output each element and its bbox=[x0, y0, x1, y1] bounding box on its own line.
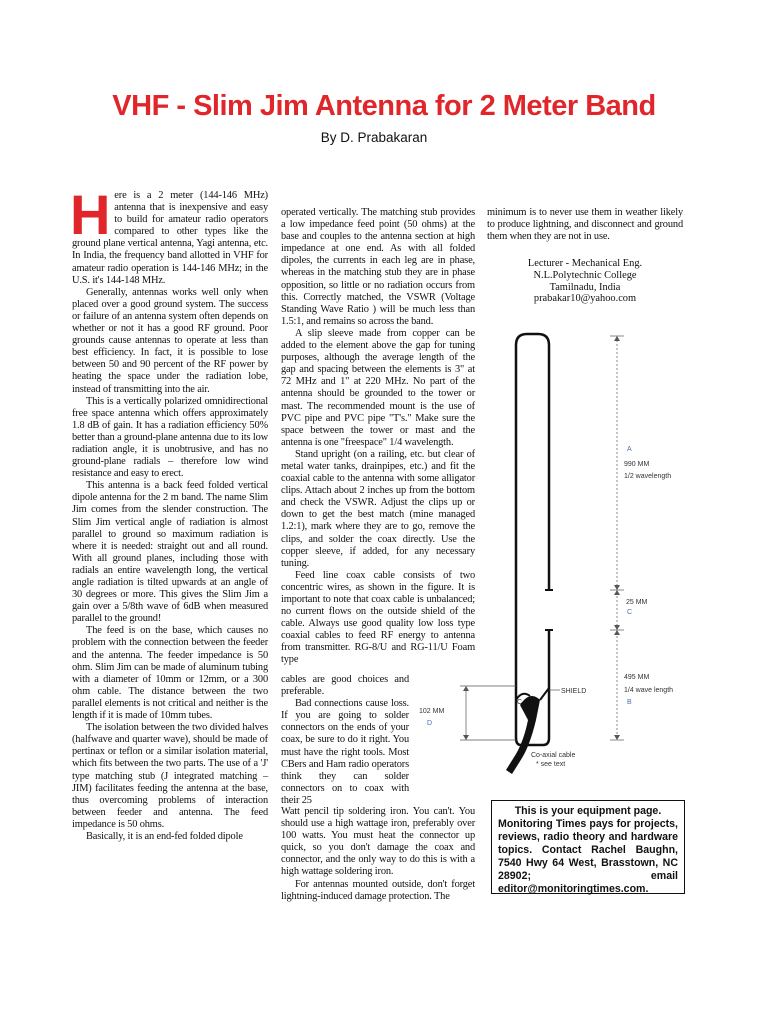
label-gap: C bbox=[627, 609, 633, 616]
label-b: B bbox=[627, 699, 632, 706]
paragraph: Watt pencil tip soldering iron. You can't. You should use a high wattage iron, preferably over 100 watts. You must heat the connector up quick, so you don't damage the coax and connector, and the only way to do this is with a high wattage soldering iron. bbox=[281, 806, 475, 878]
desc-b: 1/4 wave length bbox=[624, 687, 674, 694]
paragraph: This is a vertically polarized omnidirectional free space antenna which offers approximately 1.8 dB of gain. It has a radiation efficiency 50% better than a ground-plane antenna due to its low radiation angle, it is unobtrusive, and has no ground-plane radials – therefore low wind resistance and easy to erect. bbox=[72, 395, 268, 480]
author-college: N.L.Polytechnic College bbox=[533, 269, 637, 281]
shield-label: SHIELD bbox=[561, 688, 587, 695]
label-d: D bbox=[427, 720, 433, 727]
length-gap: 25 MM bbox=[626, 599, 648, 606]
paragraph: Generally, antennas works well only when placed over a good ground system. The success or failure of an antenna system often depends on whether or not it has a good RF ground. Poor grounds cause antennas to operate at less than best efficiency. In fact, it is possible to lose between 50 and 90 percent of the RF power by heating the space under the radiation lobe, instead of transmitting into the air. bbox=[72, 286, 268, 395]
coax-cable bbox=[506, 696, 540, 774]
author-title: Lecturer - Mechanical Eng. bbox=[527, 258, 643, 269]
paragraph: cables are good choices and preferable. bbox=[281, 674, 409, 698]
intro-paragraph: Here is a 2 meter (144-146 MHz) antenna that is inexpensive and easy to build for amateur radio operators compared to other types like the ground plane vertical antenna, Yagi antenna, etc. In India, the frequency band allotted in VHF for amateur radio operation is 144-146 MHz; in the U.S. it's 144-148 MHz. bbox=[70, 183, 268, 286]
paragraph: For antennas mounted outside, don't forget lightning-induced damage protection. The bbox=[281, 878, 475, 902]
author-email: prabakar10@yahoo.com bbox=[533, 293, 637, 305]
length-a: 990 MM bbox=[624, 461, 650, 468]
box-lead: This is your equipment page. bbox=[514, 805, 662, 817]
desc-a: 1/2 wavelength bbox=[624, 473, 672, 480]
author-location: Tamilnadu, India bbox=[549, 281, 621, 293]
paragraph: The feed is on the base, which causes no problem with the connection between the feeder and the antenna. The feeder impedance is 50 ohm. Slim Jim can be made of aluminum tubing with a diameter of 10mm or 12mm, or a 300 ohm cable. The distance between the two parallel elements is not critical and neither is the length if it is made of 10mm tubes. bbox=[72, 625, 268, 722]
paragraph: This antenna is a back feed folded vertical dipole antenna for the 2 m band. The name Slim Jim comes from the slender construction. The Slim Jim vertical angle of radiation is almost parallel to ground so maximum radiation is where it is needed: straight out and all round. With all ground planes, including those with radials an entire wavelength long, the vertical angle radiation is tilted upwards at an angle of 30 degrees or more. This gives the Slim Jim a gain over a 5/8th wave of 6dB when measured parallel to the ground! bbox=[72, 480, 268, 625]
article-title: VHF - Slim Jim Antenna for 2 Meter Band bbox=[112, 90, 656, 122]
paragraph: minimum is to never use them in weather likely to produce lightning, and disconnect and ground them when they are not in use. bbox=[487, 207, 683, 243]
antenna-element bbox=[516, 334, 549, 745]
coax-label: Co-axial cable bbox=[531, 752, 576, 759]
drop-cap: H bbox=[70, 183, 111, 246]
author-byline: By D. Prabakaran bbox=[320, 130, 428, 145]
paragraph: operated vertically. The matching stub provides a low impedance feed point (50 ohms) at the base and couples to the antenna section at high impedance at one end. As with all folded dipoles, the currents in each leg are in phase, whereas in the matching stub they are in phase opposition, so little or no radiation occurs from this. Correctly matched, the VSWR (Voltage Standing Wave Ratio ) will be much less than 1.5:1, and remains so across the band. bbox=[281, 207, 475, 327]
isolation-gap bbox=[546, 590, 552, 630]
box-body: Monitoring Times pays for projects, reviews, radio theory and hardware topics. Contact Rachel Baughn, 7540 Hwy 64 West, Brasstown, NC 28902; email editor@monitoringtimes.com. bbox=[498, 818, 678, 895]
paragraph: Bad connections cause loss. If you are going to solder connectors on the ends of your coax, be sure to do it right. You must have the right tools. Most CBers and Ham radio operators think they can solder connectors on to coax with their 25 bbox=[281, 698, 409, 806]
paragraph: Feed line coax cable consists of two concentric wires, as shown in the figure. It is important to note that coax cable is unbalanced; no current flows on the outside shield of the cable. Always use good quality low loss type coaxial cables to feed RF energy to antenna from transmitter. RG-8/U and RG-11/U Foam type bbox=[281, 569, 475, 666]
length-b: 495 MM bbox=[624, 674, 650, 681]
length-feed: 102 MM bbox=[419, 708, 445, 715]
label-c: C bbox=[517, 699, 523, 706]
paragraph: Stand upright (on a railing, etc. but clear of metal water tanks, drainpipes, etc.) and fit the coaxial cable to the antenna with some alligator clips. Attach about 2 inches up from the bottom and check the VSWR. Adjust the clips up or down to get the best match (mine managed 1.2:1), mark where they are to go, remove the clips, and solder the coax directly. Use the copper sleeve, if added, for any necessary tuning. bbox=[281, 448, 475, 569]
paragraph: Basically, it is an end-fed folded dipole bbox=[86, 830, 243, 842]
coax-note: * see text bbox=[536, 761, 566, 768]
equipment-page-box bbox=[491, 800, 685, 894]
paragraph: A slip sleeve made from copper can be added to the element above the gap for tuning purposes, although the average length of the gap and spacing between the elements is 3" at 72 MHz and 1" at 220 MHz. No part of the antenna should be grounded to the tower or mast. The recommended mount is the use of PVC pipe and PVC pipe "T's." Make sure the space between the tower or mast and the antenna is one "freespace" 1/4 wavelength. bbox=[281, 327, 475, 448]
label-a: A bbox=[627, 446, 632, 453]
paragraph: The isolation between the two divided halves (halfwave and quarter wave), should be made of pertinax or teflon or a similar isolation material, which fits between the two parts. The use of a 'J' type matching stub (J integrated matching – JIM) facilitates feeding the antenna at the base, thus overcoming problems of interaction between feeder and antenna. The feed impedance is 50 ohms. bbox=[72, 722, 268, 830]
